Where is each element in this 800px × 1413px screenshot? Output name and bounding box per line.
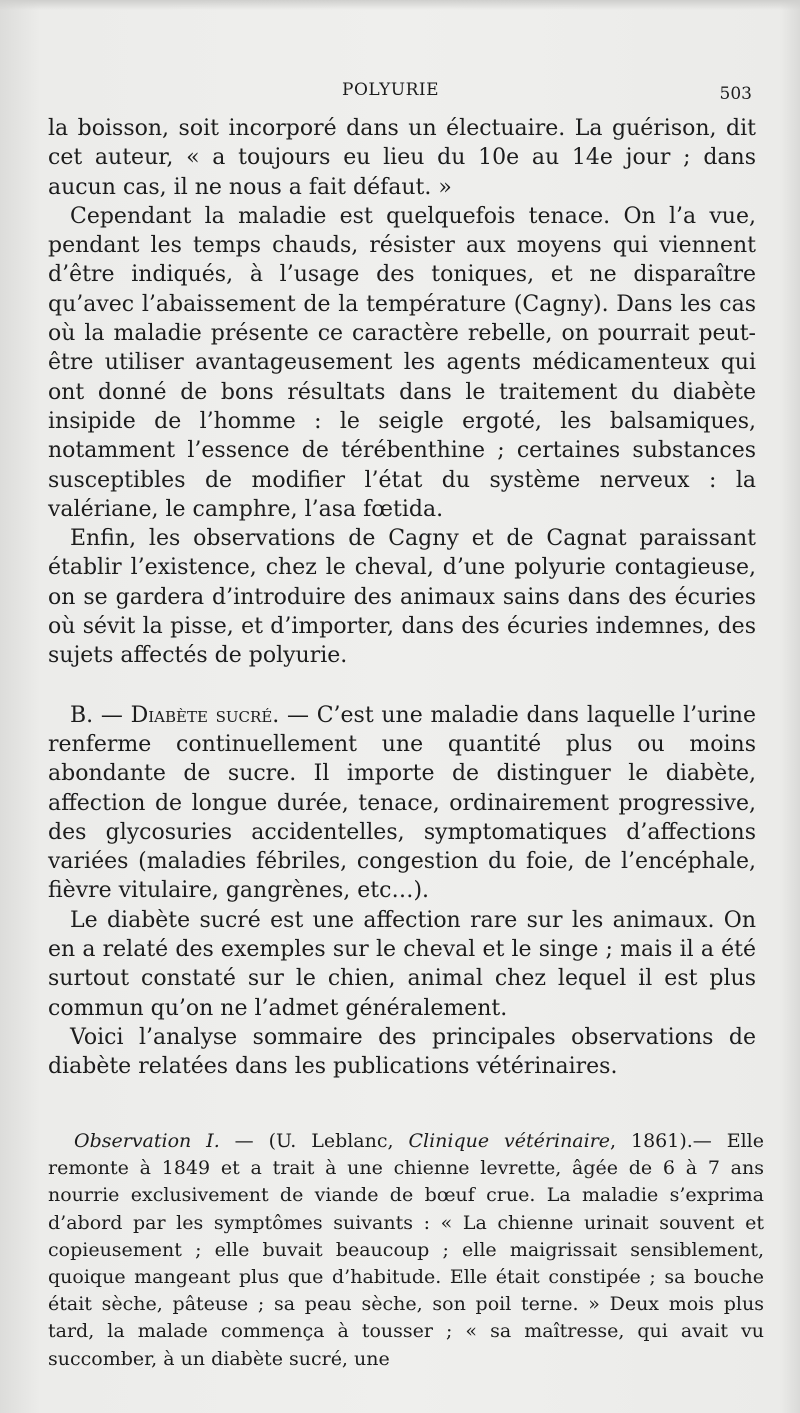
paragraph-diabete-definition bbox=[48, 701, 756, 906]
observation-source: Clinique vétérinaire bbox=[408, 1130, 611, 1152]
paragraph-continuation: la boisson, soit incorporé dans un électuaire. La guérison, dit cet auteur, « a toujours eu lieu du 10e au 14e jour ; dans aucun cas, il ne nous a fait défaut. » bbox=[48, 116, 756, 200]
observation-block bbox=[48, 1128, 764, 1373]
paragraph-treatment: Cependant la maladie est quelquefois tenace. On l’a vue, pendant les temps chauds, résister aux moyens qui viennent d’être indiqués, à l’usage des toniques, et ne disparaître qu’avec l’abaissement de la température (Cagny). Dans les cas où la maladie présente ce caractère rebelle, on pourrait peut-être utiliser avantageusement les agents médicamenteux qui ont donné de bons résultats dans le traitement du diabète insipide de l’homme : le seigle ergoté, les balsamiques, notamment l’essence de térébenthine ; certaines substances susceptibles de modifier l’état du système nerveux : la valériane, le camphre, l’asa fœtida. bbox=[48, 203, 756, 522]
observation-text: , 1861).— Elle remonte à 1849 et a trait à une chienne levrette, âgée de 6 à 7 ans nourrie exclusivement de viande de bœuf crue. La maladie s’exprima d’abord par les symptômes suivants : « La chienne urinait souvent et copieusement ; elle buvait beaucoup ; elle maigrissait sensiblement, quoique mangeant plus que d’habitude. Elle était constipée ; sa bouche était sèche, pâteuse ; sa peau sèche, son poil terne. » Deux mois plus tard, la malade commença à tousser ; « sa maîtresse, qui avait vu succomber, à un diabète sucré, une bbox=[48, 1130, 764, 1370]
page-top-shadow bbox=[0, 0, 800, 10]
main-text bbox=[48, 114, 756, 1082]
section-definition: — C’est une maladie dans laquelle l’urine renferme continuellement une quantité plus ou moins abondante de sucre. Il importe de distinguer le diabète, affection de longue durée, tenace, ordinairement progressive, des glycosuries accidentelles, symptomatiques d’affections variées (maladies fébriles, congestion du foie, de l’encéphale, fièvre vitulaire, gangrènes, etc…). bbox=[48, 702, 756, 904]
running-head: POLYURIE bbox=[342, 80, 440, 100]
page-number: 503 bbox=[719, 84, 752, 104]
page-header bbox=[52, 80, 752, 110]
paragraph-rarity: Le diabète sucré est une affection rare sur les animaux. On en a relaté des exemples sur le cheval et le singe ; mais il a été surtout constaté sur le chien, animal chez lequel il est plus commun qu’on ne l’admet généralement. bbox=[48, 907, 756, 1021]
section-gap bbox=[48, 671, 756, 701]
paragraph-contagion: Enfin, les observations de Cagny et de Cagnat paraissant établir l’existence, chez le cheval, d’une polyurie contagieuse, on se gardera d’introduire des animaux sains dans des écuries où sévit la pisse, et d’importer, dans des écuries indemnes, des sujets affectés de polyurie. bbox=[48, 526, 756, 669]
observation-1 bbox=[48, 1128, 764, 1373]
section-heading: Diabète sucré. bbox=[130, 702, 280, 728]
observation-label: Observation I. bbox=[74, 1130, 220, 1152]
observation-author: — (U. Leblanc, bbox=[219, 1130, 409, 1152]
section-letter: B. — bbox=[70, 702, 131, 728]
paragraph-analysis-intro: Voici l’analyse sommaire des principales observations de diabète relatées dans les publications vétérinaires. bbox=[48, 1024, 756, 1080]
